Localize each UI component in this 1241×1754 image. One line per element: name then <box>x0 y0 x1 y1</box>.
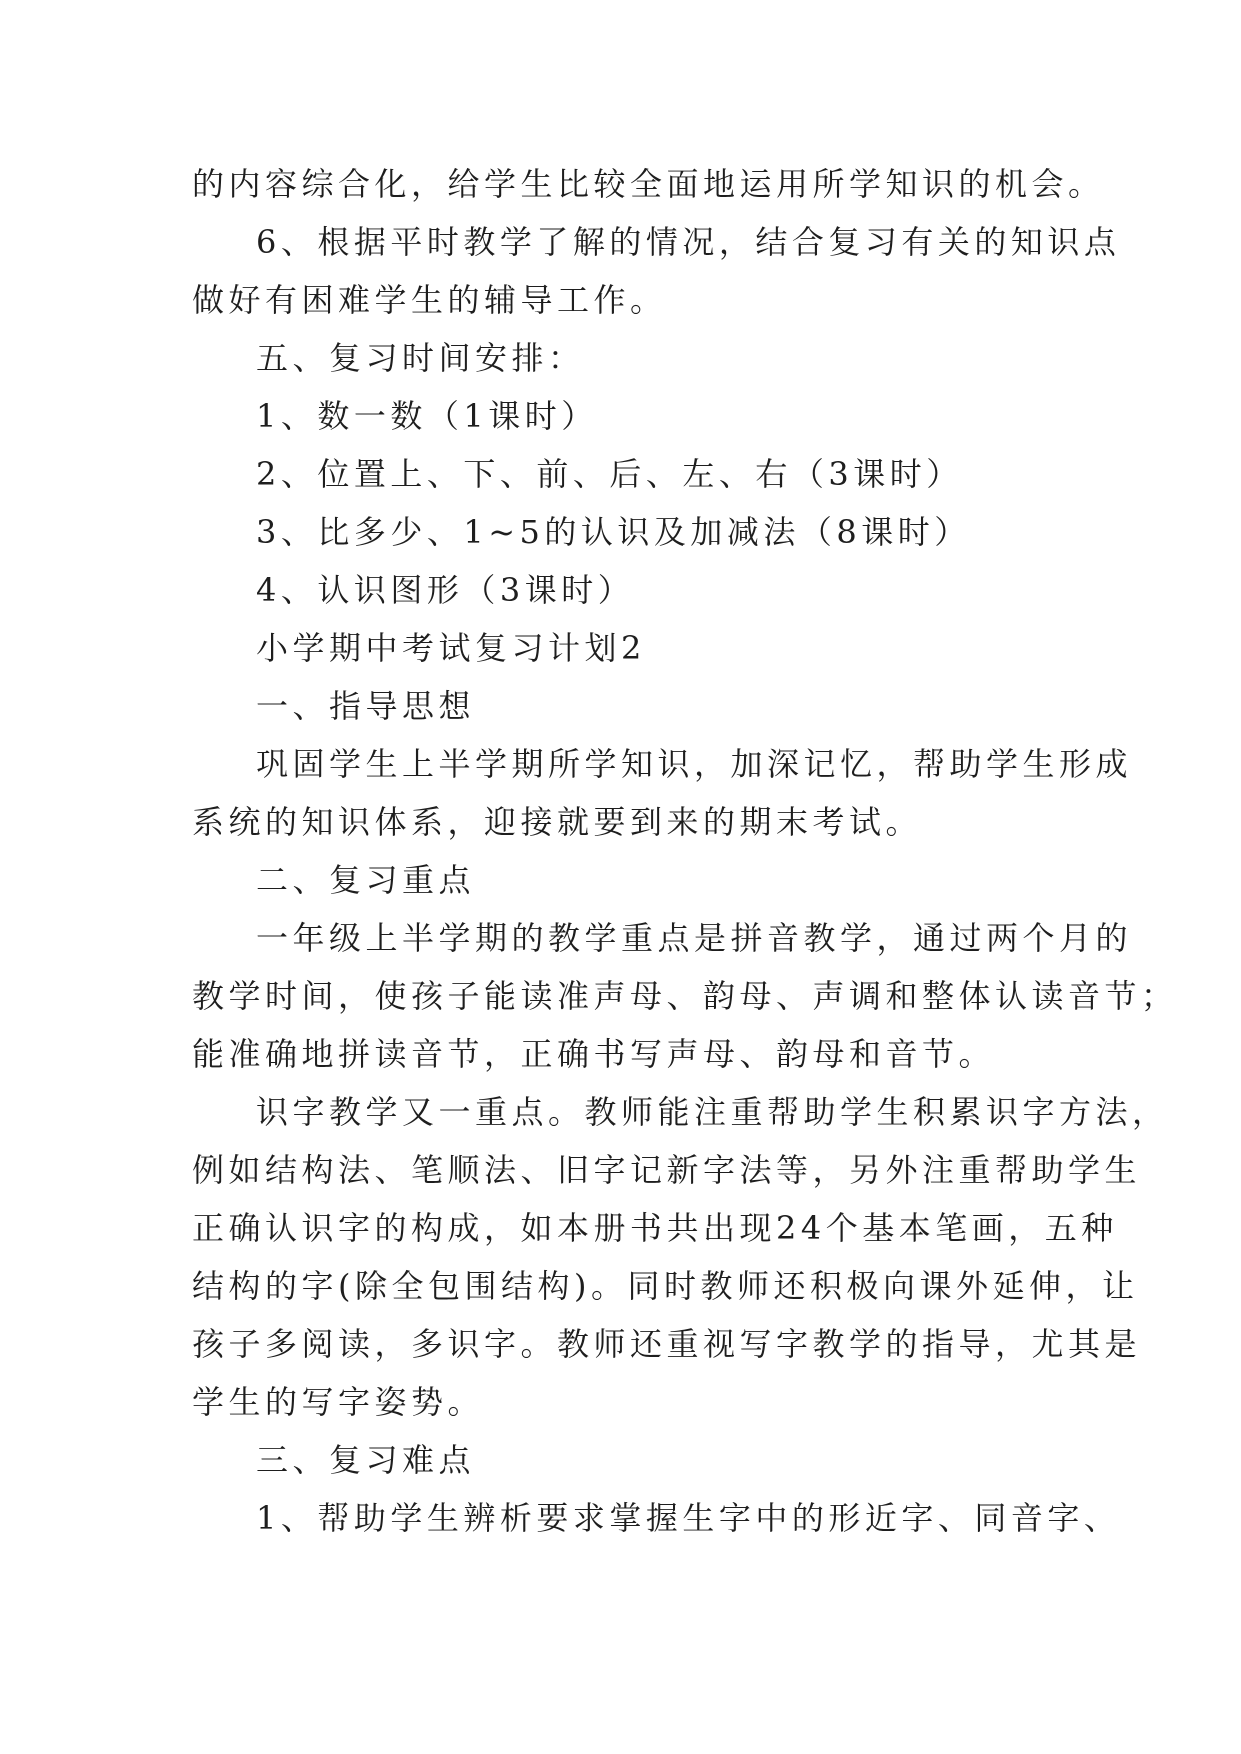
paragraph-line: 巩固学生上半学期所学知识，加深记忆，帮助学生形成 <box>256 745 1133 783</box>
list-item: 2、位置上、下、前、后、左、右（3课时） <box>256 455 963 493</box>
document-title: 小学期中考试复习计划2 <box>256 629 646 667</box>
list-item: 4、认识图形（3课时） <box>256 571 635 609</box>
paragraph-line: 系统的知识体系，迎接就要到来的期末考试。 <box>192 803 923 841</box>
list-item: 1、数一数（1课时） <box>256 397 598 435</box>
paragraph-line: 的内容综合化，给学生比较全面地运用所学知识的机会。 <box>192 165 1105 203</box>
section-heading: 一、指导思想 <box>256 687 476 725</box>
list-item: 1、帮助学生辨析要求掌握生字中的形近字、同音字、 <box>256 1499 1121 1537</box>
paragraph-line: 识字教学又一重点。教师能注重帮助学生积累识字方法， <box>256 1093 1169 1131</box>
paragraph-line: 6、根据平时教学了解的情况，结合复习有关的知识点 <box>256 223 1121 261</box>
section-heading: 五、复习时间安排： <box>256 339 585 377</box>
paragraph-line: 做好有困难学生的辅导工作。 <box>192 281 667 319</box>
paragraph-line: 教学时间，使孩子能读准声母、韵母、声调和整体认读音节； <box>192 977 1178 1015</box>
section-heading: 三、复习难点 <box>256 1441 476 1479</box>
paragraph-line: 学生的写字姿势。 <box>192 1383 485 1421</box>
paragraph-line: 一年级上半学期的教学重点是拼音教学，通过两个月的 <box>256 919 1133 957</box>
paragraph-line: 例如结构法、笔顺法、旧字记新字法等，另外注重帮助学生 <box>192 1151 1142 1189</box>
paragraph-line: 结构的字(除全包围结构)。同时教师还积极向课外延伸，让 <box>192 1267 1139 1305</box>
section-heading: 二、复习重点 <box>256 861 476 899</box>
paragraph-line: 正确认识字的构成，如本册书共出现24个基本笔画，五种 <box>192 1209 1118 1247</box>
paragraph-line: 孩子多阅读，多识字。教师还重视写字教学的指导，尤其是 <box>192 1325 1142 1363</box>
paragraph-line: 能准确地拼读音节，正确书写声母、韵母和音节。 <box>192 1035 996 1073</box>
list-item: 3、比多少、1~5的认识及加减法（8课时） <box>256 513 971 551</box>
